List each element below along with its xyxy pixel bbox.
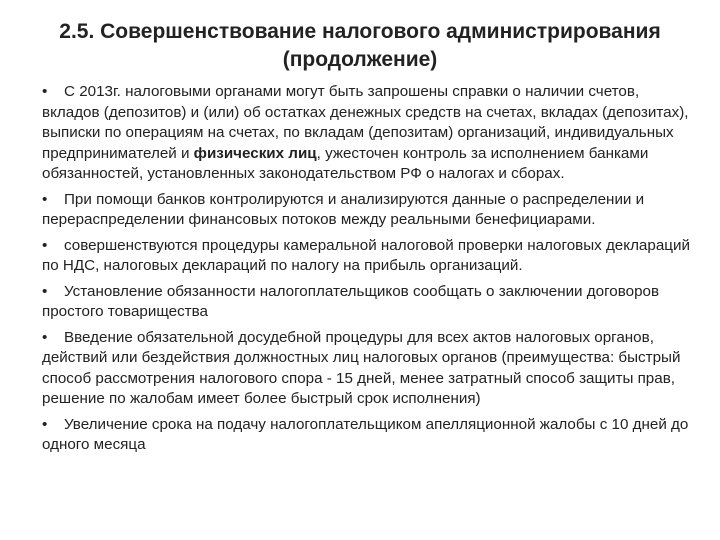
paragraph-3-text: совершенствуются процедуры камеральной налоговой проверки налоговых деклараций по НДС, налоговых деклараций по налогу на прибыль организаций.: [42, 236, 690, 274]
paragraph-6-text: Увеличение срока на подачу налогоплательщиком апелляционной жалобы с 10 дней до одного месяца: [42, 415, 689, 453]
paragraph-4-text: Установление обязанности налогоплательщиков сообщать о заключении договоров простого товарищества: [42, 282, 660, 320]
bullet-paragraph-6: [42, 415, 690, 456]
paragraph-5-text: Введение обязательной досудебной процедуры для всех актов налоговых органов, действий или бездействия должностных лиц налоговых органов (преимущества: быстрый способ рассмотрения налогового спора - 15 дней, менее затратный способ защиты прав, решение по жалобам имеет более быстрый срок исполнения): [42, 328, 681, 407]
slide-body: [42, 82, 690, 461]
bullet-paragraph-5: [42, 328, 690, 410]
bullet-icon: •: [42, 415, 48, 433]
title-line-1: 2.5. Совершенствование налогового администрирования: [59, 20, 661, 43]
title-line-2: (продолжение): [282, 48, 438, 71]
paragraph-1-bold-text: физических лиц: [193, 144, 317, 162]
bullet-icon: •: [42, 328, 48, 346]
bullet-paragraph-2: [42, 190, 690, 231]
paragraph-1-text-b: , ужесточен контроль за исполнением банками обязанностей, установленных законодательством РФ о налогах и сборах.: [42, 144, 649, 182]
bullet-paragraph-4: [42, 282, 690, 323]
bullet-icon: •: [42, 282, 48, 300]
bullet-icon: •: [42, 190, 48, 208]
paragraph-1-text-a: С 2013г. налоговыми органами могут быть запрошены справки о наличии счетов, вкладов (депозитов) и (или) об остатках денежных средств на счетах, вкладах (депозитах), выписки по операциям на счетах, по вкладам (депозитам) организаций, индивидуальных предпринимателей и: [42, 83, 689, 162]
bullet-paragraph-1: [42, 82, 690, 185]
slide-title: [40, 18, 680, 74]
paragraph-2-text: При помощи банков контролируются и анализируются данные о распределении и перераспределении финансовых потоков между реальными бенефициарами.: [42, 190, 645, 228]
bullet-icon: •: [42, 83, 48, 100]
bullet-paragraph-3: [42, 236, 690, 277]
bullet-icon: •: [42, 236, 48, 254]
